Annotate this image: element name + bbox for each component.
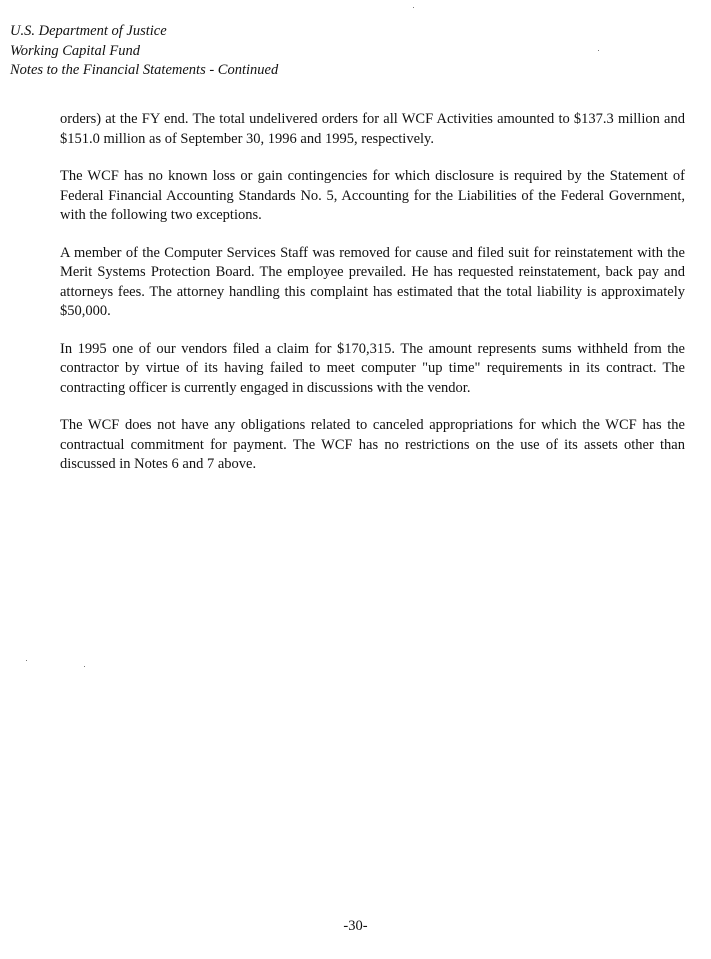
document-body <box>60 110 685 493</box>
paragraph-contingencies: The WCF has no known loss or gain contingencies for which disclosure is required by the Statement of Federal Financial Accounting Standards No. 5, Accounting for the Liabilities of the Federal Government, with the following two exceptions. <box>60 168 685 223</box>
header-department: U.S. Department of Justice <box>10 23 167 39</box>
header-fund: Working Capital Fund <box>10 42 140 59</box>
scan-speck <box>598 50 599 51</box>
header-section: Notes to the Financial Statements - Continued <box>10 62 279 78</box>
document-header <box>10 22 278 81</box>
scan-speck <box>84 666 85 667</box>
scan-speck <box>413 7 414 8</box>
paragraph-vendor-claim: In 1995 one of our vendors filed a claim for $170,315. The amount represents sums withheld from the contractor by virtue of its having failed to meet computer "up time" requirements in its contract. The contracting officer is currently engaged in discussions with the vendor. <box>60 340 685 396</box>
page-number: -30- <box>343 918 368 934</box>
paragraph-undelivered-orders: orders) at the FY end. The total undelivered orders for all WCF Activities amounted to $137.3 million and $151.0 million as of September 30, 1996 and 1995, respectively. <box>60 111 685 147</box>
scan-speck <box>26 660 27 661</box>
paragraph-obligations: The WCF does not have any obligations related to canceled appropriations for which the WCF has the contractual commitment for payment. The WCF has no restrictions on the use of its assets other than discussed in Notes 6 and 7 above. <box>60 417 685 472</box>
paragraph-staff-suit: A member of the Computer Services Staff was removed for cause and filed suit for reinstatement with the Merit Systems Protection Board. The employee prevailed. He has requested reinstatement, back pay and attorneys fees. The attorney handling this complaint has estimated that the total liability is approximately $50,000. <box>60 244 685 319</box>
